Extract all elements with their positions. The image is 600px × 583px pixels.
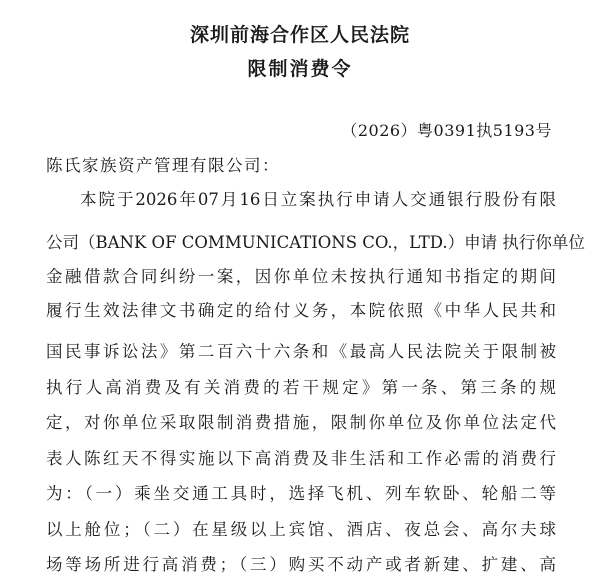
case-number: （2026）粤0391执5193号 [341,121,552,140]
body-line: 执行人高消费及有关消费的若干规定》第一条、第三条的规 [46,378,556,397]
body-line: 为：（一）乘坐交通工具时，选择飞机、列车软卧、轮船二等 [46,484,556,503]
court-name: 深圳前海合作区人民法院 [189,24,410,46]
body-line: 以上舱位；（二）在星级以上宾馆、酒店、夜总会、高尔夫球 [46,520,556,539]
body-line: 金融借款合同纠纷一案，因你单位未按执行通知书指定的期间 [46,267,556,286]
body-line: 履行生效法律文书确定的给付义务，本院依照《中华人民共和 [46,301,556,320]
body-line: 本院于2026年07月16日立案执行申请人交通银行股份有限 [80,190,556,209]
body-line: 场等场所进行高消费；（三）购买不动产或者新建、扩建、高 [46,555,556,574]
body-line: 公司（BANK OF COMMUNICATIONS CO.，LTD.）申请 执行你单位 [46,233,585,252]
addressee: 陈氏家族资产管理有限公司： [46,156,280,175]
body-line: 定，对你单位采取限制消费措施，限制你单位及你单位法定代 [46,413,556,432]
document-title: 限制消费令 [247,58,353,80]
body-line: 国民事诉讼法》第二百六十六条和《最高人民法院关于限制被 [46,342,556,361]
body-line: 表人陈红天不得实施以下高消费及非生活和工作必需的消费行 [46,449,556,468]
